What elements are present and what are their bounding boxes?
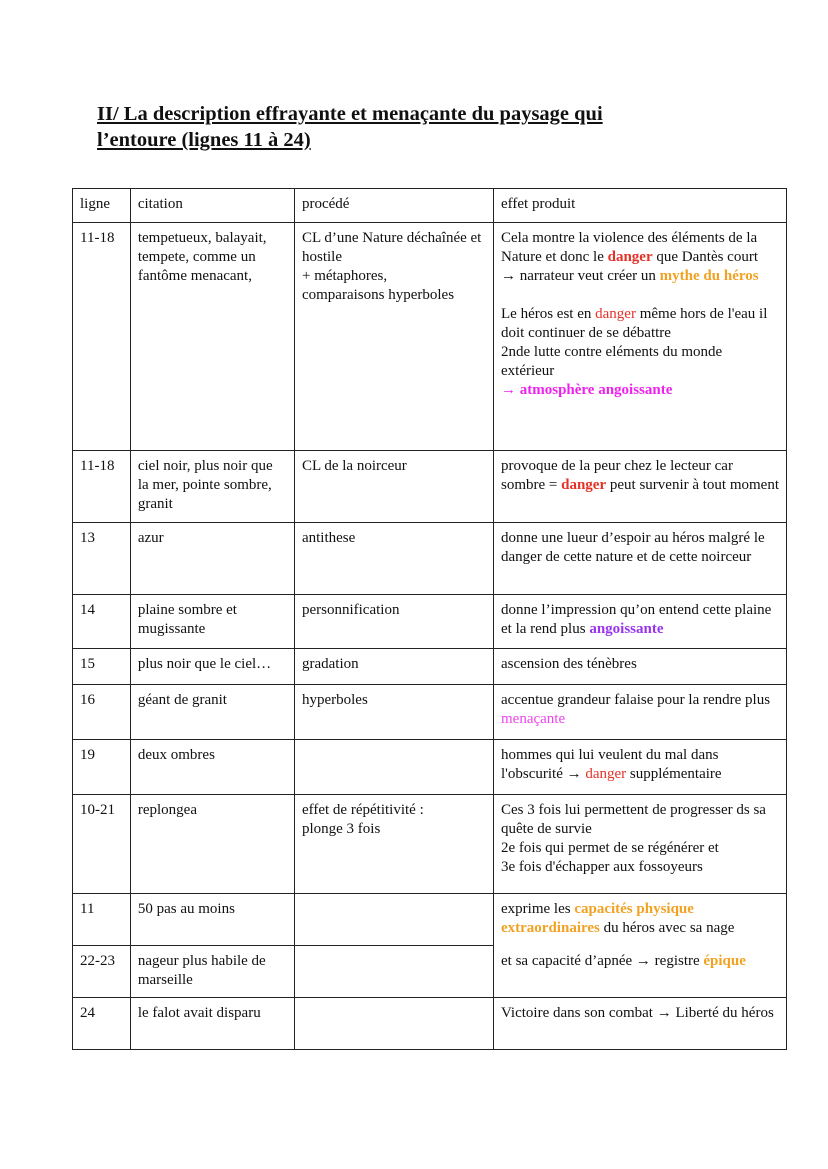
- cell-citation: azur: [130, 523, 294, 595]
- effet-text: provoque de la peur chez le lecteur car sombre =: [501, 458, 733, 493]
- effet-text: → narrateur veut créer un: [501, 268, 660, 284]
- procede-line: personnification: [301, 602, 400, 618]
- section-title-line-2: l’entoure (lignes 11 à 24): [97, 129, 311, 151]
- effet-text: supplémentaire: [626, 766, 722, 782]
- table-row: [73, 894, 787, 946]
- cell-citation: replongea: [130, 795, 294, 894]
- highlighted-term: capacités physique extraordinaires: [501, 901, 694, 936]
- table-row: [73, 740, 787, 795]
- highlighted-term: → atmosphère angoissante: [501, 382, 673, 398]
- cell-citation: le falot avait disparu: [130, 998, 294, 1050]
- cell-ligne: 14: [73, 595, 131, 649]
- effet-text: Victoire dans son combat → Liberté du héros: [501, 1005, 774, 1021]
- table-row: [73, 998, 787, 1050]
- cell-citation: nageur plus habile de marseille: [130, 946, 294, 998]
- effet-text: 3e fois d'échapper aux fossoyeurs: [501, 859, 703, 875]
- cell-ligne: 19: [73, 740, 131, 795]
- analysis-table: [72, 188, 787, 1050]
- highlighted-term: mythe du héros: [659, 268, 759, 284]
- effet-text: Le héros est en: [501, 306, 596, 322]
- section-title-line-1: II/ La description effrayante et menaçante du paysage qui: [97, 103, 603, 125]
- table-row: [73, 685, 787, 740]
- effet-paragraph: [501, 691, 779, 729]
- cell-procede: [294, 223, 493, 451]
- effet-paragraph: [501, 858, 779, 877]
- effet-text: exprime les: [501, 901, 575, 917]
- cell-procede: [294, 998, 493, 1050]
- table-row: [73, 946, 787, 998]
- effet-paragraph: [501, 900, 779, 938]
- effet-text: Cela montre la violence des éléments de la Nature et donc le: [501, 230, 758, 265]
- cell-effet: [494, 894, 787, 946]
- table-row: [73, 795, 787, 894]
- cell-citation: deux ombres: [130, 740, 294, 795]
- cell-effet: [494, 451, 787, 523]
- effet-text: donne l’impression qu’on entend cette plaine et la rend plus: [501, 602, 772, 637]
- cell-citation: tempetueux, balayait, tempete, comme un fantôme menacant,: [130, 223, 294, 451]
- highlighted-term: menaçante: [501, 711, 566, 727]
- cell-citation: plaine sombre et mugissante: [130, 595, 294, 649]
- cell-effet: [494, 795, 787, 894]
- procede-line: + métaphores,: [301, 268, 388, 284]
- highlighted-term: danger: [561, 477, 607, 493]
- procede-line: effet de répétitivité :: [301, 802, 424, 818]
- cell-effet: [494, 946, 787, 998]
- procede-line: antithese: [301, 530, 356, 546]
- table-row: [73, 523, 787, 595]
- effet-text: ascension des ténèbres: [501, 656, 637, 672]
- cell-citation: 50 pas au moins: [130, 894, 294, 946]
- effet-paragraph: [501, 1004, 779, 1023]
- procede-line: hyperboles: [301, 692, 368, 708]
- effet-text: 2e fois qui permet de se régénérer et: [501, 840, 719, 856]
- procede-line: CL de la noirceur: [301, 458, 407, 474]
- effet-paragraph: [501, 601, 779, 639]
- cell-ligne: 24: [73, 998, 131, 1050]
- effet-paragraph: [501, 305, 779, 343]
- table-row: [73, 649, 787, 685]
- cell-procede: [294, 523, 493, 595]
- effet-text: que Dantès court: [652, 249, 759, 265]
- cell-effet: [494, 685, 787, 740]
- cell-procede: [294, 946, 493, 998]
- table-header-row: [73, 189, 787, 223]
- cell-ligne: 22-23: [73, 946, 131, 998]
- procede-line: plonge 3 fois: [301, 821, 381, 837]
- effet-paragraph: [501, 229, 779, 267]
- effet-paragraph: [501, 457, 779, 495]
- cell-effet: [494, 998, 787, 1050]
- procede-line: gradation: [301, 656, 359, 672]
- header-citation: citation: [130, 189, 294, 223]
- cell-procede: [294, 451, 493, 523]
- header-ligne: ligne: [73, 189, 131, 223]
- cell-ligne: 11-18: [73, 451, 131, 523]
- cell-effet: [494, 223, 787, 451]
- highlighted-term: angoissante: [589, 621, 664, 637]
- cell-citation: plus noir que le ciel…: [130, 649, 294, 685]
- effet-text: du héros avec sa nage: [599, 920, 735, 936]
- highlighted-term: danger: [595, 306, 636, 322]
- cell-citation: géant de granit: [130, 685, 294, 740]
- highlighted-term: épique: [703, 952, 746, 969]
- header-procede: procédé: [294, 189, 493, 223]
- cell-ligne: 10-21: [73, 795, 131, 894]
- effet-text: et sa capacité d’apnée → registre: [501, 952, 704, 969]
- cell-ligne: 16: [73, 685, 131, 740]
- cell-procede: [294, 795, 493, 894]
- cell-procede: [294, 894, 493, 946]
- cell-ligne: 11-18: [73, 223, 131, 451]
- table-row: [73, 223, 787, 451]
- section-title: [97, 101, 697, 153]
- effet-text: 2nde lutte contre eléments du monde extérieur: [501, 344, 723, 379]
- effet-text: même hors de l'eau il doit continuer de se débattre: [501, 306, 768, 341]
- cell-effet: [494, 649, 787, 685]
- cell-procede: [294, 740, 493, 795]
- table-row: [73, 595, 787, 649]
- effet-paragraph: [501, 267, 779, 286]
- effet-text: donne une lueur d’espoir au héros malgré le danger de cette nature et de cette noirceur: [501, 530, 765, 565]
- effet-paragraph: [501, 746, 779, 784]
- table-row: [73, 451, 787, 523]
- effet-paragraph: [501, 381, 779, 400]
- cell-ligne: 13: [73, 523, 131, 595]
- cell-effet: [494, 523, 787, 595]
- cell-citation: ciel noir, plus noir que la mer, pointe sombre, granit: [130, 451, 294, 523]
- effet-text: Ces 3 fois lui permettent de progresser ds sa quête de survie: [501, 802, 766, 837]
- cell-procede: [294, 595, 493, 649]
- effet-paragraph: [501, 952, 779, 971]
- header-effet: effet produit: [494, 189, 787, 223]
- cell-procede: [294, 685, 493, 740]
- cell-ligne: 11: [73, 894, 131, 946]
- procede-line: comparaisons hyperboles: [301, 287, 455, 303]
- cell-effet: [494, 595, 787, 649]
- cell-ligne: 15: [73, 649, 131, 685]
- effet-text: hommes qui lui veulent du mal dans l'obscurité →: [501, 747, 719, 782]
- cell-effet: [494, 740, 787, 795]
- effet-paragraph: [501, 839, 779, 858]
- effet-paragraph: [501, 529, 779, 567]
- procede-line: CL d’une Nature déchaînée et hostile: [301, 230, 482, 265]
- effet-text: accentue grandeur falaise pour la rendre plus: [501, 692, 771, 708]
- effet-text: peut survenir à tout moment: [606, 477, 780, 493]
- effet-paragraph: [501, 801, 779, 839]
- highlighted-term: danger: [607, 249, 653, 265]
- highlighted-term: danger: [585, 766, 627, 782]
- effet-paragraph: [501, 286, 779, 305]
- effet-paragraph: [501, 343, 779, 381]
- cell-procede: [294, 649, 493, 685]
- effet-paragraph: [501, 655, 779, 674]
